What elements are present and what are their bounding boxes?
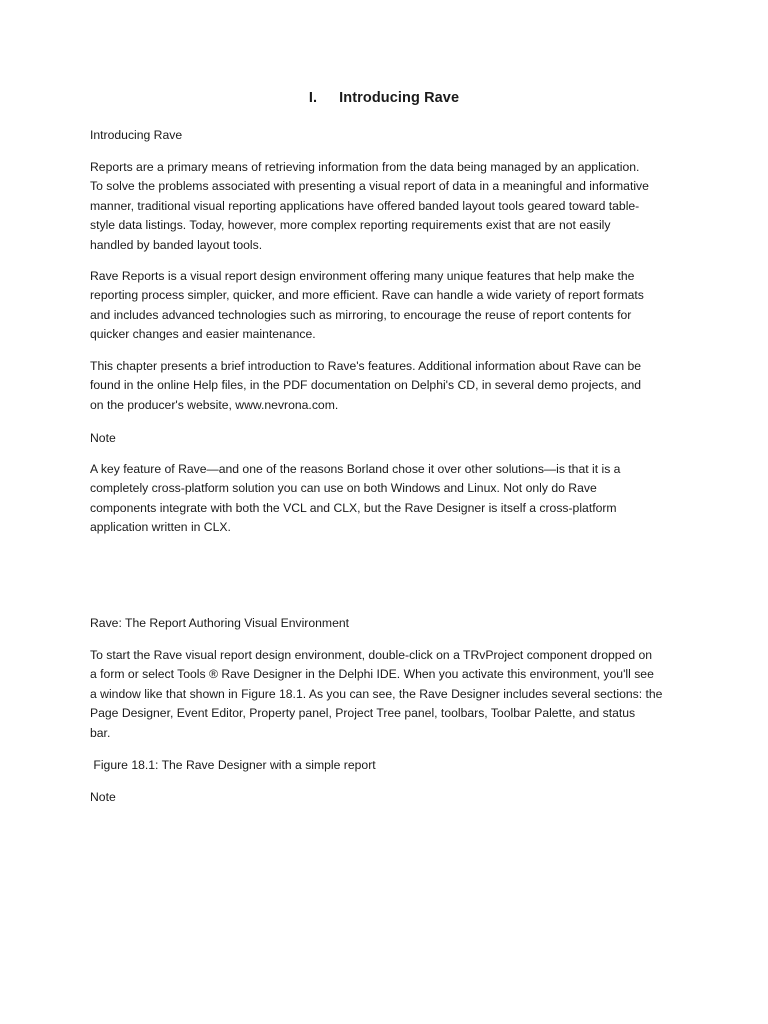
paragraph-key-feature [90, 460, 682, 538]
section-subheading: Rave: The Report Authoring Visual Environment [90, 616, 350, 630]
paragraph-line: A key feature of Rave—and one of the reasons Borland chose it over other solutions—is that it is a [90, 462, 621, 476]
paragraph-line: manner, traditional visual reporting applications have offered banded layout tools geared toward table- [90, 198, 640, 213]
paragraph-intro [90, 158, 682, 255]
paragraph-line: To start the Rave visual report design environment, double-click on a TRvProject component dropped on [90, 648, 653, 662]
paragraph-line: quicker changes and easier maintenance. [90, 327, 316, 342]
paragraph-start-rave [90, 646, 682, 743]
paragraph-line: components integrate with both the VCL and CLX, but the Rave Designer is itself a cross-platform [90, 500, 617, 515]
paragraph-line: a form or select Tools ® Rave Designer in the Delphi IDE. When you activate this environment, you'll see [90, 667, 654, 682]
paragraph-line: To solve the problems associated with presenting a visual report of data in a meaningful and informative [90, 179, 649, 194]
paragraph-line: handled by banded layout tools. [90, 237, 263, 252]
figure-caption: Figure 18.1: The Rave Designer with a simple report [90, 758, 376, 772]
paragraph-line: style data listings. Today, however, more complex reporting requirements exist that are not easily [90, 218, 611, 233]
chapter-title: Introducing Rave [339, 90, 460, 106]
note-label: Note [90, 431, 116, 445]
paragraph-line: completely cross-platform solution you can use on both Windows and Linux. Not only do Rave [90, 481, 597, 496]
paragraph-line: application written in CLX. [90, 520, 231, 535]
chapter-heading [0, 90, 768, 106]
paragraph-line: bar. [90, 725, 111, 740]
paragraph-line: Reports are a primary means of retrieving information from the data being managed by an application. [90, 160, 640, 174]
chapter-number: I. [308, 90, 318, 106]
intro-label: Introducing Rave [90, 128, 183, 142]
paragraph-line: a window like that shown in Figure 18.1. As you can see, the Rave Designer includes several sections: the [90, 686, 663, 701]
paragraph-line: on the producer's website, www.nevrona.com. [90, 397, 339, 412]
paragraph-chapter-intro [90, 357, 682, 415]
paragraph-line: This chapter presents a brief introduction to Rave's features. Additional information about Rave can be [90, 359, 642, 373]
note-label: Note [90, 790, 116, 804]
paragraph-line: Page Designer, Event Editor, Property panel, Project Tree panel, toolbars, Toolbar Palette, and status [90, 706, 636, 721]
paragraph-line: reporting process simpler, quicker, and more efficient. Rave can handle a wide variety of report formats [90, 288, 644, 303]
paragraph-line: Rave Reports is a visual report design environment offering many unique features that help make the [90, 269, 635, 283]
paragraph-rave-reports [90, 267, 682, 345]
paragraph-line: found in the online Help files, in the PDF documentation on Delphi's CD, in several demo projects, and [90, 378, 642, 393]
paragraph-line: and includes advanced technologies such as mirroring, to encourage the reuse of report contents for [90, 307, 632, 322]
